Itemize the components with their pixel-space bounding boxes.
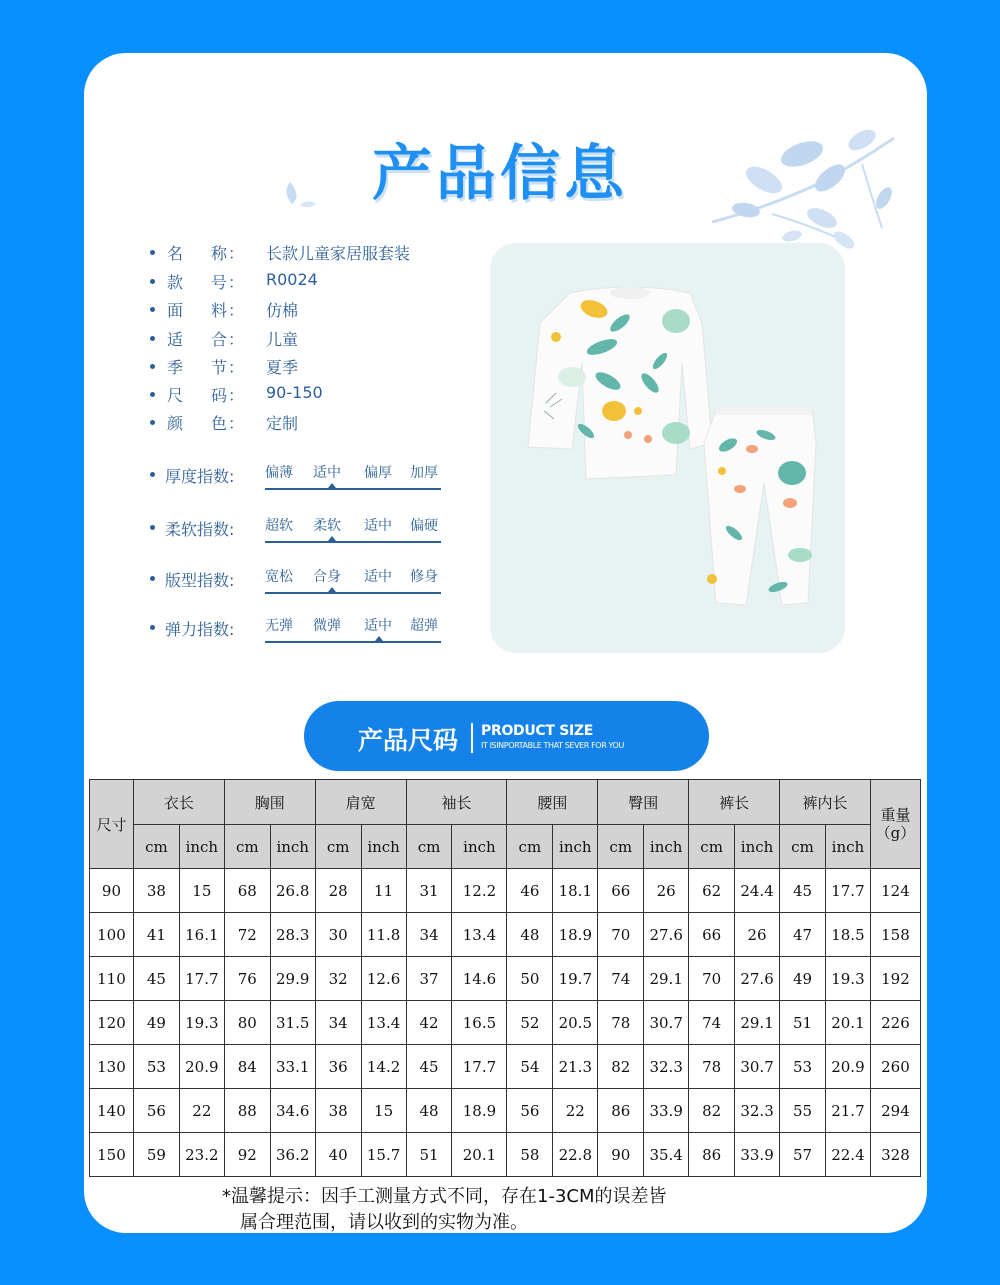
table-cell: 22.4 — [825, 1133, 870, 1177]
size-banner-english-title: PRODUCT SIZE — [481, 723, 594, 739]
table-cell: 46 — [507, 869, 553, 913]
unit-inch-header: inch — [825, 825, 870, 869]
table-cell: 41 — [133, 913, 179, 957]
table-cell: 158 — [870, 913, 920, 957]
table-cell: 45 — [780, 869, 826, 913]
table-cell: 29.1 — [644, 957, 689, 1001]
table-cell: 74 — [598, 957, 644, 1001]
table-cell: 27.6 — [735, 957, 780, 1001]
table-cell: 59 — [133, 1133, 179, 1177]
table-cell: 36.2 — [270, 1133, 315, 1177]
table-cell: 28.3 — [270, 913, 315, 957]
table-cell: 19.3 — [825, 957, 870, 1001]
table-cell: 13.4 — [452, 913, 507, 957]
table-row — [90, 869, 921, 913]
index-option: 超弹 — [410, 618, 438, 634]
bullet-icon — [150, 279, 155, 284]
table-cell: 34 — [315, 1001, 361, 1045]
table-row — [90, 1133, 921, 1177]
info-colon: ： — [228, 358, 245, 377]
table-cell: 82 — [689, 1089, 735, 1133]
page-title: 产品信息 — [372, 139, 628, 209]
bullet-icon — [150, 576, 155, 581]
index-label: 版型指数: — [165, 571, 235, 590]
table-cell: 92 — [224, 1133, 270, 1177]
unit-inch-header: inch — [553, 825, 598, 869]
table-cell: 49 — [780, 957, 826, 1001]
table-cell: 26 — [735, 913, 780, 957]
unit-cm-header: cm — [598, 825, 644, 869]
table-cell: 88 — [224, 1089, 270, 1133]
group-header: 臀围 — [598, 780, 689, 825]
table-cell: 30.7 — [735, 1045, 780, 1089]
info-colon: ： — [228, 414, 245, 433]
table-cell: 33.9 — [644, 1089, 689, 1133]
table-cell: 18.9 — [553, 913, 598, 957]
table-cell: 35.4 — [644, 1133, 689, 1177]
info-colon: ： — [228, 301, 245, 320]
table-cell: 34.6 — [270, 1089, 315, 1133]
table-cell: 33.1 — [270, 1045, 315, 1089]
size-cell: 140 — [90, 1089, 134, 1133]
table-cell: 51 — [780, 1001, 826, 1045]
bullet-icon — [150, 307, 155, 312]
table-cell: 328 — [870, 1133, 920, 1177]
table-cell: 23.2 — [179, 1133, 224, 1177]
table-cell: 30.7 — [644, 1001, 689, 1045]
bullet-icon — [150, 336, 155, 341]
group-header: 裤内长 — [780, 780, 871, 825]
size-cell: 150 — [90, 1133, 134, 1177]
index-option: 合身 — [313, 569, 341, 585]
table-cell: 19.3 — [179, 1001, 224, 1045]
index-option: 加厚 — [410, 465, 438, 481]
table-cell: 52 — [507, 1001, 553, 1045]
size-cell: 120 — [90, 1001, 134, 1045]
table-cell: 20.1 — [452, 1133, 507, 1177]
unit-inch-header: inch — [644, 825, 689, 869]
table-row — [90, 1089, 921, 1133]
table-cell: 12.6 — [361, 957, 406, 1001]
table-cell: 11 — [361, 869, 406, 913]
elasticity-index — [150, 615, 450, 655]
bullet-icon — [150, 525, 155, 530]
unit-inch-header: inch — [735, 825, 780, 869]
table-cell: 11.8 — [361, 913, 406, 957]
thickness-index — [150, 462, 450, 502]
unit-cm-header: cm — [780, 825, 826, 869]
table-cell: 13.4 — [361, 1001, 406, 1045]
table-cell: 19.7 — [553, 957, 598, 1001]
index-option: 偏厚 — [364, 465, 392, 481]
table-cell: 32.3 — [735, 1089, 780, 1133]
table-cell: 68 — [224, 869, 270, 913]
table-cell: 56 — [507, 1089, 553, 1133]
bullet-icon — [150, 420, 155, 425]
table-cell: 14.2 — [361, 1045, 406, 1089]
table-cell: 294 — [870, 1089, 920, 1133]
group-header: 腰围 — [507, 780, 598, 825]
table-cell: 33.9 — [735, 1133, 780, 1177]
unit-cm-header: cm — [224, 825, 270, 869]
pajama-set-illustration — [490, 243, 845, 653]
table-cell: 260 — [870, 1045, 920, 1089]
table-cell: 48 — [406, 1089, 452, 1133]
index-scale-line — [265, 641, 441, 643]
unit-cm-header: cm — [507, 825, 553, 869]
table-cell: 48 — [507, 913, 553, 957]
info-label: 尺码 — [167, 386, 227, 405]
table-cell: 72 — [224, 913, 270, 957]
table-cell: 42 — [406, 1001, 452, 1045]
table-cell: 192 — [870, 957, 920, 1001]
info-value: 90-150 — [266, 383, 323, 402]
table-cell: 78 — [689, 1045, 735, 1089]
info-colon: ： — [228, 273, 245, 292]
table-cell: 56 — [133, 1089, 179, 1133]
table-cell: 66 — [598, 869, 644, 913]
weight-header-unit: （g） — [875, 824, 916, 842]
table-cell: 76 — [224, 957, 270, 1001]
index-option: 柔软 — [313, 518, 341, 534]
index-option: 偏硬 — [410, 518, 438, 534]
info-value: 长款儿童家居服套装 — [266, 244, 411, 263]
table-cell: 18.9 — [452, 1089, 507, 1133]
unit-cm-header: cm — [689, 825, 735, 869]
unit-inch-header: inch — [361, 825, 406, 869]
index-option: 微弹 — [313, 618, 341, 634]
table-cell: 14.6 — [452, 957, 507, 1001]
softness-index — [150, 515, 450, 555]
table-cell: 32 — [315, 957, 361, 1001]
table-cell: 66 — [689, 913, 735, 957]
index-option: 无弹 — [265, 618, 293, 634]
info-value: 儿童 — [266, 330, 299, 349]
table-cell: 53 — [780, 1045, 826, 1089]
table-cell: 124 — [870, 869, 920, 913]
group-header: 肩宽 — [315, 780, 406, 825]
table-cell: 18.5 — [825, 913, 870, 957]
table-cell: 20.1 — [825, 1001, 870, 1045]
index-option: 适中 — [313, 465, 341, 481]
bullet-icon — [150, 625, 155, 630]
index-marker-icon — [375, 636, 383, 641]
index-option: 偏薄 — [265, 465, 293, 481]
index-option: 适中 — [364, 618, 392, 634]
table-cell: 27.6 — [644, 913, 689, 957]
info-value: 仿棉 — [266, 301, 299, 320]
table-cell: 16.5 — [452, 1001, 507, 1045]
table-cell: 54 — [507, 1045, 553, 1089]
index-label: 弹力指数: — [165, 620, 235, 639]
table-cell: 28 — [315, 869, 361, 913]
size-header: 尺寸 — [90, 780, 134, 869]
info-label: 名称 — [167, 244, 227, 263]
bullet-icon — [150, 364, 155, 369]
table-cell: 15 — [361, 1089, 406, 1133]
index-marker-icon — [328, 536, 336, 541]
weight-header — [870, 780, 920, 869]
note-line-1: *温馨提示：因手工测量方式不同，存在1-3CM的误差皆 — [222, 1186, 667, 1207]
table-cell: 34 — [406, 913, 452, 957]
table-cell: 21.3 — [553, 1045, 598, 1089]
size-banner-divider — [471, 723, 473, 753]
info-label: 款号 — [167, 273, 227, 292]
table-cell: 20.9 — [825, 1045, 870, 1089]
index-scale-line — [265, 488, 441, 490]
table-cell: 31.5 — [270, 1001, 315, 1045]
size-cell: 100 — [90, 913, 134, 957]
size-banner-title: 产品尺码 — [358, 726, 459, 755]
info-label: 颜色 — [167, 414, 227, 433]
table-cell: 86 — [689, 1133, 735, 1177]
note-line-2: 属合理范围，请以收到的实物为准。 — [240, 1212, 528, 1233]
info-colon: ： — [228, 244, 245, 263]
table-cell: 17.7 — [452, 1045, 507, 1089]
bullet-icon — [150, 392, 155, 397]
table-row — [90, 913, 921, 957]
table-cell: 40 — [315, 1133, 361, 1177]
table-cell: 82 — [598, 1045, 644, 1089]
index-marker-icon — [328, 483, 336, 488]
size-banner-english-subtitle: IT ISINPORTABLE THAT SEVER FOR YOU — [481, 741, 624, 750]
table-cell: 47 — [780, 913, 826, 957]
measurement-note — [222, 1184, 667, 1236]
table-row — [90, 1001, 921, 1045]
info-label: 面料 — [167, 301, 227, 320]
index-option: 适中 — [364, 518, 392, 534]
product-size-banner — [304, 701, 709, 771]
index-option: 超软 — [265, 518, 293, 534]
table-cell: 26 — [644, 869, 689, 913]
product-photo — [490, 243, 845, 653]
table-cell: 22 — [179, 1089, 224, 1133]
table-cell: 12.2 — [452, 869, 507, 913]
table-row — [90, 1045, 921, 1089]
table-cell: 86 — [598, 1089, 644, 1133]
size-cell: 130 — [90, 1045, 134, 1089]
unit-inch-header: inch — [270, 825, 315, 869]
group-header: 裤长 — [689, 780, 780, 825]
table-cell: 30 — [315, 913, 361, 957]
table-cell: 20.9 — [179, 1045, 224, 1089]
unit-cm-header: cm — [406, 825, 452, 869]
index-label: 厚度指数: — [165, 467, 235, 486]
table-cell: 15.7 — [361, 1133, 406, 1177]
table-cell: 18.1 — [553, 869, 598, 913]
table-cell: 22 — [553, 1089, 598, 1133]
info-colon: ： — [228, 386, 245, 405]
weight-header-label: 重量 — [880, 806, 911, 824]
index-option: 适中 — [364, 569, 392, 585]
table-cell: 38 — [315, 1089, 361, 1133]
info-label: 季节 — [167, 358, 227, 377]
size-cell: 90 — [90, 869, 134, 913]
table-cell: 45 — [406, 1045, 452, 1089]
table-cell: 29.9 — [270, 957, 315, 1001]
table-cell: 70 — [689, 957, 735, 1001]
table-row — [90, 957, 921, 1001]
table-cell: 45 — [133, 957, 179, 1001]
table-cell: 16.1 — [179, 913, 224, 957]
table-cell: 226 — [870, 1001, 920, 1045]
index-option: 修身 — [410, 569, 438, 585]
group-header: 衣长 — [133, 780, 224, 825]
table-cell: 31 — [406, 869, 452, 913]
table-cell: 49 — [133, 1001, 179, 1045]
index-label: 柔软指数: — [165, 520, 235, 539]
table-cell: 17.7 — [825, 869, 870, 913]
table-cell: 38 — [133, 869, 179, 913]
info-value: 夏季 — [266, 358, 299, 377]
table-cell: 51 — [406, 1133, 452, 1177]
info-value: R0024 — [266, 270, 318, 289]
table-cell: 26.8 — [270, 869, 315, 913]
table-cell: 57 — [780, 1133, 826, 1177]
table-cell: 22.8 — [553, 1133, 598, 1177]
group-header: 袖长 — [406, 780, 507, 825]
table-cell: 70 — [598, 913, 644, 957]
table-cell: 17.7 — [179, 957, 224, 1001]
table-cell: 55 — [780, 1089, 826, 1133]
table-unit-row — [90, 825, 921, 869]
table-cell: 74 — [689, 1001, 735, 1045]
index-scale-line — [265, 541, 441, 543]
unit-cm-header: cm — [315, 825, 361, 869]
index-marker-icon — [328, 587, 336, 592]
info-value: 定制 — [266, 414, 299, 433]
table-cell: 24.4 — [735, 869, 780, 913]
table-cell: 90 — [598, 1133, 644, 1177]
table-cell: 84 — [224, 1045, 270, 1089]
table-cell: 78 — [598, 1001, 644, 1045]
info-colon: ： — [228, 330, 245, 349]
table-header-row — [90, 780, 921, 825]
table-cell: 62 — [689, 869, 735, 913]
fit-index — [150, 566, 450, 606]
table-cell: 15 — [179, 869, 224, 913]
table-cell: 29.1 — [735, 1001, 780, 1045]
table-cell: 53 — [133, 1045, 179, 1089]
table-cell: 50 — [507, 957, 553, 1001]
index-option: 宽松 — [265, 569, 293, 585]
table-cell: 37 — [406, 957, 452, 1001]
unit-inch-header: inch — [179, 825, 224, 869]
index-scale-line — [265, 592, 441, 594]
table-cell: 80 — [224, 1001, 270, 1045]
size-table — [89, 779, 921, 1177]
table-cell: 21.7 — [825, 1089, 870, 1133]
group-header: 胸围 — [224, 780, 315, 825]
bullet-icon — [150, 250, 155, 255]
info-label: 适合 — [167, 330, 227, 349]
bullet-icon — [150, 472, 155, 477]
unit-inch-header: inch — [452, 825, 507, 869]
table-cell: 20.5 — [553, 1001, 598, 1045]
size-cell: 110 — [90, 957, 134, 1001]
unit-cm-header: cm — [133, 825, 179, 869]
table-cell: 36 — [315, 1045, 361, 1089]
table-cell: 32.3 — [644, 1045, 689, 1089]
table-cell: 58 — [507, 1133, 553, 1177]
